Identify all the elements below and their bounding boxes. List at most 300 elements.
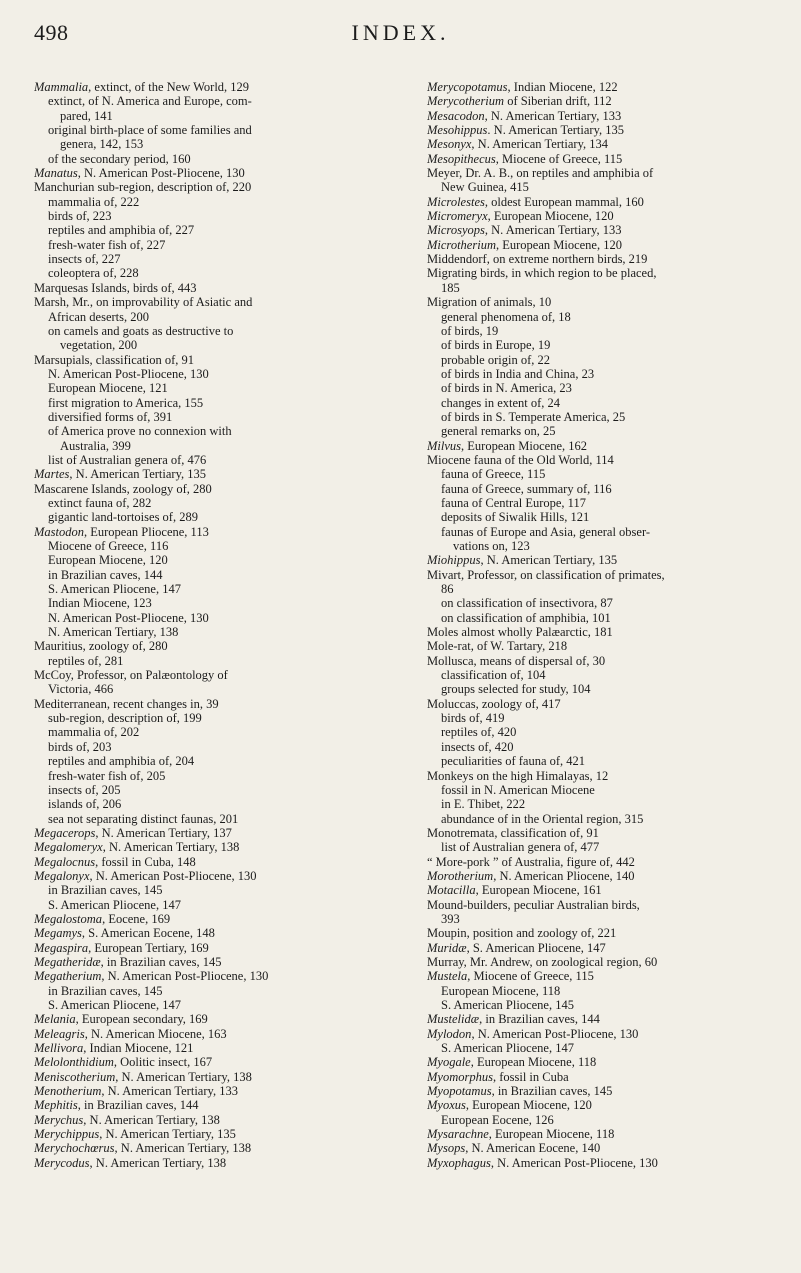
index-term: Milvus	[427, 438, 462, 453]
index-entry	[34, 109, 389, 123]
index-entry	[427, 1127, 782, 1141]
index-text: , N. American Eocene, 140	[465, 1141, 601, 1156]
index-text: Manchurian sub-region, description of, 220	[34, 180, 252, 195]
index-text: New Guinea, 415	[441, 180, 529, 195]
index-text: fossil in N. American Miocene	[441, 782, 595, 797]
index-text: classification of, 104	[441, 668, 546, 683]
index-entry	[34, 783, 389, 797]
index-entry	[34, 955, 389, 969]
index-text: , Miocene of Greece, 115	[467, 969, 594, 984]
index-entry	[427, 625, 782, 639]
index-text: S. American Pliocene, 147	[48, 998, 181, 1012]
index-text: list of Australian genera of, 476	[48, 452, 207, 467]
index-text: of birds in S. Temperate America, 25	[441, 409, 626, 424]
index-entry	[34, 252, 389, 266]
index-entry	[427, 611, 782, 625]
index-columns	[34, 80, 784, 1260]
index-entry	[34, 353, 389, 367]
index-text: , N. American Tertiary, 134	[471, 137, 609, 152]
index-text: vegetation, 200	[60, 338, 138, 353]
index-text: , N. American Miocene, 163	[84, 1026, 227, 1041]
index-text: of birds, 19	[441, 323, 499, 338]
index-text: European Eocene, 126	[441, 1112, 554, 1127]
index-term: Megamys	[34, 926, 82, 941]
index-entry	[34, 310, 389, 324]
index-text: Mound-builders, peculiar Australian birds,	[427, 897, 640, 912]
index-entry	[427, 496, 782, 510]
index-text: , European secondary, 169	[75, 1012, 208, 1027]
index-text: Moluccas, zoology of, 417	[427, 696, 561, 711]
index-entry	[34, 410, 389, 424]
index-text: Marsupials, classification of, 91	[34, 352, 195, 367]
index-text: general phenomena of, 18	[441, 309, 571, 324]
index-term: Merychochœrus	[34, 1141, 115, 1156]
index-text: , European Miocene, 120	[465, 1098, 592, 1113]
index-entry	[427, 1141, 782, 1155]
index-text: , N. American Tertiary, 138	[114, 1141, 252, 1156]
index-entry	[34, 1041, 389, 1055]
index-entry	[34, 711, 389, 725]
index-text: , European Miocene, 120	[487, 209, 614, 224]
index-text: N. American Tertiary, 138	[48, 625, 179, 640]
index-text: European Miocene, 118	[441, 983, 561, 998]
index-text: of birds in N. America, 23	[441, 381, 572, 396]
index-entry	[427, 310, 782, 324]
index-term: Megalocnus	[34, 854, 96, 869]
index-text: , Eocene, 169	[102, 911, 171, 926]
index-entry	[427, 898, 782, 912]
index-text: , N. American Tertiary, 138	[83, 1112, 220, 1127]
index-text: , N. American Tertiary, 138	[89, 1155, 227, 1170]
index-text: sub-region, description of, 199	[48, 711, 202, 726]
index-text: gigantic land-tortoises of, 289	[48, 510, 198, 525]
index-entry	[34, 439, 389, 453]
index-text: African deserts, 200	[48, 309, 150, 324]
index-text: , Miocene of Greece, 115	[495, 151, 623, 166]
index-entry	[427, 281, 782, 295]
index-text: McCoy, Professor, on Palæontology of	[34, 668, 228, 683]
index-text: Marquesas Islands, birds of, 443	[34, 280, 197, 295]
index-entry	[34, 668, 389, 682]
index-entry	[34, 1084, 389, 1098]
index-entry	[427, 195, 782, 209]
index-entry	[34, 682, 389, 696]
index-entry	[427, 1012, 782, 1026]
index-text: , oldest European mammal, 160	[484, 194, 644, 209]
index-term: Meleagris	[34, 1026, 85, 1041]
index-text: groups selected for study, 104	[441, 682, 591, 697]
index-entry	[34, 324, 389, 338]
running-title: INDEX.	[351, 20, 450, 45]
index-entry	[34, 1127, 389, 1141]
index-entry	[34, 295, 389, 309]
index-term: Mastodon	[34, 524, 84, 539]
index-text: , N. American Post-Pliocene, 130	[89, 868, 257, 883]
index-text: N. American Post-Pliocene, 130	[48, 366, 209, 381]
index-text: Victoria, 466	[48, 682, 114, 697]
index-text: in Brazilian caves, 145	[48, 983, 163, 998]
index-text: original birth-place of some families and	[48, 123, 252, 138]
index-entry	[34, 826, 389, 840]
index-entry	[427, 252, 782, 266]
index-entry	[427, 869, 782, 883]
index-term: Mesacodon	[427, 108, 485, 123]
index-entry	[427, 180, 782, 194]
index-entry	[427, 783, 782, 797]
index-text: , in Brazilian caves, 145	[491, 1084, 613, 1099]
index-text: Moles almost wholly Palæarctic, 181	[427, 625, 613, 640]
index-entry	[34, 539, 389, 553]
index-entry	[34, 1156, 389, 1170]
index-term: Mesonyx	[427, 137, 472, 152]
index-term: Megatheridæ	[34, 954, 101, 969]
index-text: N. American Post-Pliocene, 130	[48, 610, 209, 625]
index-entry	[34, 166, 389, 180]
index-text: Meyer, Dr. A. B., on reptiles and amphibia of	[427, 166, 654, 181]
index-entry	[427, 826, 782, 840]
index-term: Meniscotherium	[34, 1069, 116, 1084]
index-entry	[427, 209, 782, 223]
index-text: birds of, 203	[48, 739, 112, 754]
index-entry	[34, 582, 389, 596]
index-entry	[427, 453, 782, 467]
index-text: , Indian Miocene, 122	[507, 80, 618, 94]
index-term: Mesohippus	[427, 123, 488, 138]
index-entry	[34, 941, 389, 955]
index-entry	[34, 1027, 389, 1041]
index-text: , N. American Pliocene, 140	[493, 868, 635, 883]
index-term: Myopotamus	[427, 1084, 492, 1099]
index-entry	[427, 482, 782, 496]
index-term: Miohippus	[427, 553, 481, 568]
index-entry	[427, 941, 782, 955]
index-entry	[34, 195, 389, 209]
index-text: Mollusca, means of dispersal of, 30	[427, 653, 606, 668]
index-text: 393	[441, 911, 460, 926]
index-text: , European Miocene, 118	[488, 1127, 615, 1142]
index-entry	[427, 353, 782, 367]
index-term: Megatherium	[34, 969, 102, 984]
index-entry	[34, 553, 389, 567]
index-term: Megalostoma	[34, 911, 103, 926]
index-entry	[34, 396, 389, 410]
index-term: Merychippus	[34, 1127, 100, 1142]
index-entry	[427, 223, 782, 237]
page-header	[0, 18, 801, 52]
index-entry	[34, 869, 389, 883]
index-entry	[34, 984, 389, 998]
index-text: peculiarities of fauna of, 421	[441, 754, 586, 769]
index-entry	[34, 998, 389, 1012]
index-text: of birds in India and China, 23	[441, 366, 595, 381]
index-entry	[34, 883, 389, 897]
index-text: , European Miocene, 120	[495, 237, 622, 252]
index-text: Mivart, Professor, on classification of primates,	[427, 567, 665, 582]
index-text: S. American Pliocene, 147	[441, 1041, 574, 1056]
index-entry	[34, 1070, 389, 1084]
index-entry	[427, 697, 782, 711]
index-text: changes in extent of, 24	[441, 395, 561, 410]
index-entry	[427, 94, 782, 108]
index-entry	[427, 668, 782, 682]
index-term: Mysarachne	[427, 1127, 489, 1142]
index-text: “ More-pork ” of Australia, figure of, 442	[427, 854, 635, 869]
index-text: , Oolitic insect, 167	[113, 1055, 213, 1070]
index-entry	[34, 80, 389, 94]
index-text: , N. American Tertiary, 133	[484, 108, 622, 123]
index-entry	[34, 381, 389, 395]
index-entry	[34, 137, 389, 151]
index-text: fresh-water fish of, 227	[48, 237, 166, 252]
index-text: , N. American Tertiary, 138	[115, 1069, 252, 1084]
index-text: , N. American Post-Pliocene, 130	[471, 1026, 639, 1041]
index-text: reptiles and amphibia of, 227	[48, 223, 195, 238]
index-entry	[427, 840, 782, 854]
index-text: Monotremata, classification of, 91	[427, 825, 599, 840]
index-entry	[34, 209, 389, 223]
index-text: Migrating birds, in which region to be placed,	[427, 266, 657, 281]
index-text: S. American Pliocene, 147	[48, 582, 181, 597]
index-text: , N. American Tertiary, 138	[102, 840, 240, 855]
index-term: Microtherium	[427, 237, 496, 252]
index-term: Melania	[34, 1012, 76, 1027]
index-term: Mylodon	[427, 1026, 472, 1041]
index-text: pared, 141	[60, 108, 113, 123]
index-text: , European Miocene, 162	[461, 438, 588, 453]
index-text: , N. American Tertiary, 137	[95, 825, 232, 840]
index-text: general remarks on, 25	[441, 424, 556, 439]
index-text: 86	[441, 582, 454, 597]
index-entry	[34, 840, 389, 854]
index-term: Mustelidæ	[427, 1012, 480, 1027]
index-text: , N. American Post-Pliocene, 130	[77, 166, 245, 181]
index-column-right	[427, 80, 782, 1170]
index-text: Mediterranean, recent changes in, 39	[34, 696, 219, 711]
index-term: Microlestes	[427, 194, 485, 209]
index-text: , European Miocene, 118	[470, 1055, 597, 1070]
index-text: fauna of Greece, summary of, 116	[441, 481, 612, 496]
index-entry	[34, 281, 389, 295]
index-text: , European Tertiary, 169	[88, 940, 209, 955]
index-entry	[427, 582, 782, 596]
index-term: Mesopithecus	[427, 151, 496, 166]
index-entry	[34, 94, 389, 108]
index-text: , N. American Post-Pliocene, 130	[101, 969, 269, 984]
index-entry	[34, 152, 389, 166]
index-text: Murray, Mr. Andrew, on zoological region, 60	[427, 954, 658, 969]
index-entry	[427, 883, 782, 897]
index-entry	[427, 769, 782, 783]
index-entry	[427, 381, 782, 395]
index-entry	[427, 639, 782, 653]
index-term: Mustela	[427, 969, 468, 984]
index-text: , in Brazilian caves, 145	[100, 954, 222, 969]
index-entry	[427, 998, 782, 1012]
index-term: Megalomeryx	[34, 840, 103, 855]
index-entry	[427, 754, 782, 768]
index-text: , extinct, of the New World, 129	[88, 80, 250, 94]
index-entry	[427, 1055, 782, 1069]
index-text: deposits of Siwalik Hills, 121	[441, 510, 590, 525]
index-term: Micromeryx	[427, 209, 488, 224]
index-entry	[34, 510, 389, 524]
index-term: Merychus	[34, 1112, 84, 1127]
index-text: , fossil in Cuba	[492, 1069, 569, 1084]
index-entry	[427, 984, 782, 998]
index-entry	[34, 525, 389, 539]
index-entry	[427, 137, 782, 151]
index-text: fresh-water fish of, 205	[48, 768, 166, 783]
index-term: Muridæ	[427, 940, 467, 955]
index-entry	[427, 123, 782, 137]
page-number: 498	[34, 20, 69, 45]
index-entry	[34, 1055, 389, 1069]
index-entry	[34, 898, 389, 912]
index-entry	[427, 1156, 782, 1170]
index-entry	[427, 539, 782, 553]
index-entry	[427, 367, 782, 381]
index-term: Microsyops	[427, 223, 485, 238]
index-term: Merycodus	[34, 1155, 90, 1170]
index-entry	[34, 467, 389, 481]
index-text: European Miocene, 121	[48, 381, 168, 396]
index-entry	[427, 439, 782, 453]
index-text: , fossil in Cuba, 148	[95, 854, 196, 869]
index-entry	[427, 654, 782, 668]
index-entry	[427, 109, 782, 123]
index-text: S. American Pliocene, 147	[48, 897, 181, 912]
index-entry	[427, 152, 782, 166]
index-text: on classification of amphibia, 101	[441, 610, 611, 625]
index-text: , N. American Tertiary, 135	[69, 467, 207, 482]
index-text: birds of, 419	[441, 711, 505, 726]
index-text: abundance of in the Oriental region, 315	[441, 811, 644, 826]
index-text: of Siberian drift, 112	[504, 94, 612, 109]
index-text: , in Brazilian caves, 144	[479, 1012, 600, 1027]
index-text: genera, 142, 153	[60, 137, 144, 152]
index-entry	[427, 797, 782, 811]
index-text: mammalia of, 222	[48, 194, 140, 209]
index-text: , N. American Tertiary, 135	[480, 553, 618, 568]
index-entry	[427, 1113, 782, 1127]
index-text: . N. American Tertiary, 135	[487, 123, 625, 138]
index-entry	[34, 123, 389, 137]
index-term: Myogale	[427, 1055, 471, 1070]
index-entry	[34, 266, 389, 280]
index-entry	[34, 625, 389, 639]
index-entry	[427, 711, 782, 725]
index-text: Mascarene Islands, zoology of, 280	[34, 481, 212, 496]
index-entry	[427, 725, 782, 739]
index-text: of birds in Europe, 19	[441, 338, 551, 353]
index-term: Morotherium	[427, 868, 494, 883]
index-entry	[34, 223, 389, 237]
index-term: Manatus	[34, 166, 78, 181]
index-text: probable origin of, 22	[441, 352, 551, 367]
index-text: insects of, 420	[441, 739, 514, 754]
index-entry	[34, 453, 389, 467]
index-text: Migration of animals, 10	[427, 295, 552, 310]
index-text: Indian Miocene, 123	[48, 596, 152, 611]
index-text: in E. Thibet, 222	[441, 797, 526, 812]
index-entry	[34, 1113, 389, 1127]
index-term: Martes	[34, 467, 70, 482]
index-entry	[34, 611, 389, 625]
index-text: Mole-rat, of W. Tartary, 218	[427, 639, 568, 654]
index-entry	[427, 682, 782, 696]
index-entry	[427, 396, 782, 410]
index-text: mammalia of, 202	[48, 725, 140, 740]
index-entry	[427, 467, 782, 481]
index-entry	[427, 553, 782, 567]
index-term: Myomorphus	[427, 1069, 493, 1084]
index-text: Miocene fauna of the Old World, 114	[427, 452, 614, 467]
index-entry	[427, 525, 782, 539]
index-text: , Indian Miocene, 121	[83, 1041, 194, 1056]
index-column-left	[34, 80, 389, 1170]
index-term: Myxophagus	[427, 1155, 491, 1170]
index-term: Mammalia	[34, 80, 89, 94]
index-text: list of Australian genera of, 477	[441, 840, 600, 855]
index-text: extinct fauna of, 282	[48, 495, 152, 510]
index-entry	[34, 482, 389, 496]
index-text: Monkeys on the high Himalayas, 12	[427, 768, 609, 783]
index-term: Myoxus	[427, 1098, 466, 1113]
index-text: of America prove no connexion with	[48, 424, 232, 439]
index-entry	[427, 295, 782, 309]
index-entry	[427, 1027, 782, 1041]
index-term: Merycopotamus	[427, 80, 508, 94]
index-text: Mauritius, zoology of, 280	[34, 639, 168, 654]
index-entry	[34, 754, 389, 768]
index-entry	[34, 1098, 389, 1112]
index-text: , European Pliocene, 113	[84, 524, 209, 539]
index-entry	[427, 338, 782, 352]
index-text: reptiles of, 420	[441, 725, 517, 740]
index-text: on camels and goats as destructive to	[48, 323, 234, 338]
index-entry	[34, 969, 389, 983]
index-text: of the secondary period, 160	[48, 151, 191, 166]
index-text: on classification of insectivora, 87	[441, 596, 613, 611]
index-text: reptiles of, 281	[48, 653, 124, 668]
index-entry	[427, 1098, 782, 1112]
index-entry	[427, 1041, 782, 1055]
index-entry	[427, 912, 782, 926]
index-entry	[427, 955, 782, 969]
index-text: , S. American Pliocene, 147	[466, 940, 606, 955]
index-entry	[34, 912, 389, 926]
index-entry	[34, 797, 389, 811]
index-text: , N. American Tertiary, 133	[484, 223, 622, 238]
index-text: S. American Pliocene, 145	[441, 998, 574, 1012]
index-text: , N. American Tertiary, 133	[101, 1084, 238, 1099]
index-term: Motacilla	[427, 883, 476, 898]
index-entry	[34, 725, 389, 739]
index-entry	[427, 424, 782, 438]
index-entry	[34, 654, 389, 668]
index-text: insects of, 227	[48, 252, 121, 267]
index-entry	[34, 496, 389, 510]
index-term: Megaspira	[34, 940, 89, 955]
index-term: Melolonthidium	[34, 1055, 114, 1070]
index-entry	[34, 740, 389, 754]
index-text: Moupin, position and zoology of, 221	[427, 926, 617, 941]
index-text: , S. American Eocene, 148	[81, 926, 215, 941]
index-entry	[34, 769, 389, 783]
index-entry	[427, 80, 782, 94]
index-entry	[427, 568, 782, 582]
index-text: coleoptera of, 228	[48, 266, 139, 281]
